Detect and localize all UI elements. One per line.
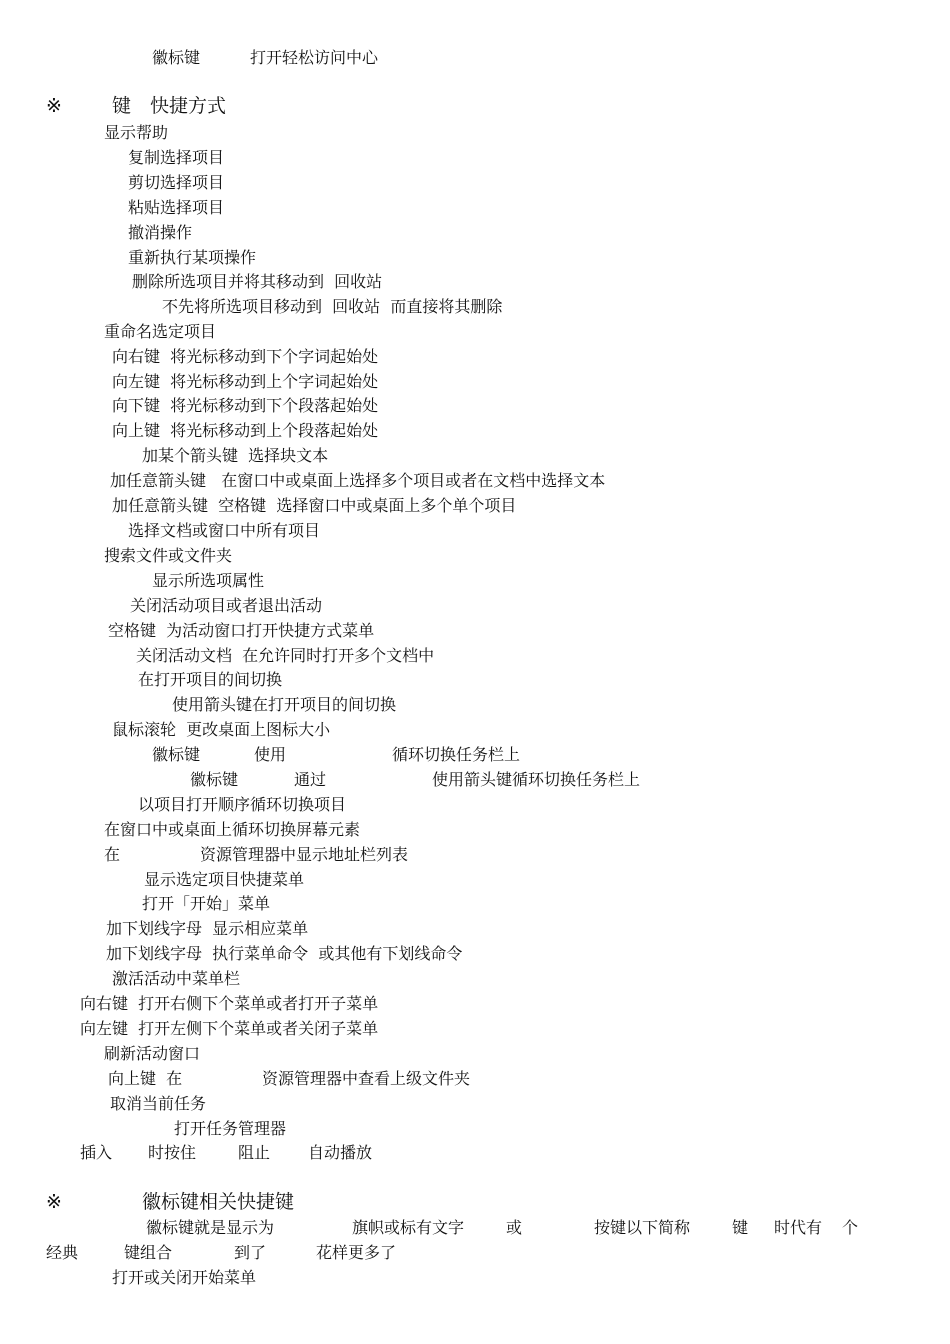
intro-part: 旗帜或标有文字 bbox=[352, 1218, 465, 1237]
list-item: 撤消操作 bbox=[128, 223, 193, 242]
list-item: 关闭活动文档 在允许同时打开多个文档中 bbox=[136, 646, 435, 665]
list-item: 空格键 为活动窗口打开快捷方式菜单 bbox=[108, 621, 375, 640]
list-item: 向右键 打开右侧下个菜单或者打开子菜单 bbox=[80, 994, 379, 1013]
list-item: 使用箭头键在打开项目的间切换 bbox=[172, 695, 397, 714]
list-item: 打开任务管理器 bbox=[174, 1119, 287, 1138]
list-item: 显示所选项属性 bbox=[152, 571, 265, 590]
section1-title-key: 键 bbox=[112, 95, 132, 117]
intro-part: 时代有 bbox=[774, 1218, 823, 1237]
start-menu-text: 打开或关闭开始菜单 bbox=[112, 1268, 257, 1287]
list-item: 重命名选定项目 bbox=[104, 322, 217, 341]
taskbar-2-via: 通过 bbox=[294, 770, 327, 789]
autoplay-d: 自动播放 bbox=[308, 1143, 373, 1162]
list-item: 加任意箭头键 空格键 选择窗口中或桌面上多个单个项目 bbox=[112, 496, 517, 515]
list-item: 在窗口中或桌面上循环切换屏幕元素 bbox=[104, 820, 361, 839]
taskbar-1-action: 循环切换任务栏上 bbox=[392, 745, 521, 764]
list-item: 加下划线字母 显示相应菜单 bbox=[106, 919, 309, 938]
list-item: 选择文档或窗口中所有项目 bbox=[128, 521, 321, 540]
autoplay-c: 阻止 bbox=[238, 1143, 271, 1162]
intro-part: 个 bbox=[842, 1218, 859, 1237]
list-item: 向左键 将光标移动到上个字词起始处 bbox=[112, 372, 379, 391]
list-item: 加任意箭头键 在窗口中或桌面上选择多个项目或者在文档中选择文本 bbox=[110, 471, 606, 490]
explorer-2-text: 资源管理器中查看上级文件夹 bbox=[262, 1069, 471, 1088]
list-item: 加下划线字母 执行菜单命令 或其他有下划线命令 bbox=[106, 944, 463, 963]
intro-part: 或 bbox=[506, 1218, 523, 1237]
list-item: 取消当前任务 bbox=[110, 1094, 207, 1113]
list-item: 向上键 将光标移动到上个段落起始处 bbox=[112, 421, 379, 440]
intro-line2-part: 键组合 bbox=[124, 1243, 173, 1262]
explorer-1-text: 资源管理器中显示地址栏列表 bbox=[200, 845, 409, 864]
list-item: 向右键 将光标移动到下个字词起始处 bbox=[112, 347, 379, 366]
intro-line2-part: 经典 bbox=[46, 1243, 79, 1262]
list-item: 显示选定项目快捷菜单 bbox=[144, 870, 305, 889]
list-item: 重新执行某项操作 bbox=[128, 248, 257, 267]
list-item: 删除所选项目并将其移动到 回收站 bbox=[132, 272, 383, 291]
list-item: 粘贴选择项目 bbox=[128, 198, 225, 217]
intro-line2-part: 花样更多了 bbox=[316, 1243, 397, 1262]
list-item: 剪切选择项目 bbox=[128, 173, 225, 192]
intro-part: 徽标键就是显示为 bbox=[146, 1218, 275, 1237]
section2-mark: ※ bbox=[46, 1191, 62, 1213]
list-item: 复制选择项目 bbox=[128, 148, 225, 167]
explorer-1-prefix: 在 bbox=[104, 845, 121, 864]
intro-part: 按键以下简称 bbox=[594, 1218, 691, 1237]
winkey-label: 徽标键 bbox=[152, 48, 201, 67]
section1-mark: ※ bbox=[46, 95, 62, 117]
list-item: 激活活动中菜单栏 bbox=[112, 969, 241, 988]
section1-title: 快捷方式 bbox=[150, 95, 227, 117]
list-item: 显示帮助 bbox=[104, 123, 169, 142]
ease-of-access-text: 打开轻松访问中心 bbox=[250, 48, 379, 67]
autoplay-b: 时按住 bbox=[148, 1143, 197, 1162]
list-item: 在打开项目的间切换 bbox=[138, 670, 283, 689]
list-item: 搜索文件或文件夹 bbox=[104, 546, 233, 565]
taskbar-1-key: 徽标键 bbox=[152, 745, 201, 764]
taskbar-2-key: 徽标键 bbox=[190, 770, 239, 789]
autoplay-a: 插入 bbox=[80, 1143, 113, 1162]
list-item: 刷新活动窗口 bbox=[104, 1044, 201, 1063]
intro-line2-part: 到了 bbox=[234, 1243, 267, 1262]
list-item: 打开「开始」菜单 bbox=[142, 894, 271, 913]
list-item: 向左键 打开左侧下个菜单或者关闭子菜单 bbox=[80, 1019, 379, 1038]
taskbar-1-use: 使用 bbox=[254, 745, 287, 764]
list-item: 以项目打开顺序循环切换项目 bbox=[138, 795, 347, 814]
explorer-2-prefix: 向上键 在 bbox=[108, 1069, 183, 1088]
list-item: 关闭活动项目或者退出活动 bbox=[130, 596, 323, 615]
list-item: 向下键 将光标移动到下个段落起始处 bbox=[112, 396, 379, 415]
list-item: 不先将所选项目移动到 回收站 而直接将其删除 bbox=[162, 297, 503, 316]
section2-title: 徽标键相关快捷键 bbox=[142, 1191, 295, 1213]
intro-part: 键 bbox=[732, 1218, 749, 1237]
list-item: 加某个箭头键 选择块文本 bbox=[142, 446, 329, 465]
taskbar-2-action: 使用箭头键循环切换任务栏上 bbox=[432, 770, 641, 789]
list-item: 鼠标滚轮 更改桌面上图标大小 bbox=[112, 720, 331, 739]
